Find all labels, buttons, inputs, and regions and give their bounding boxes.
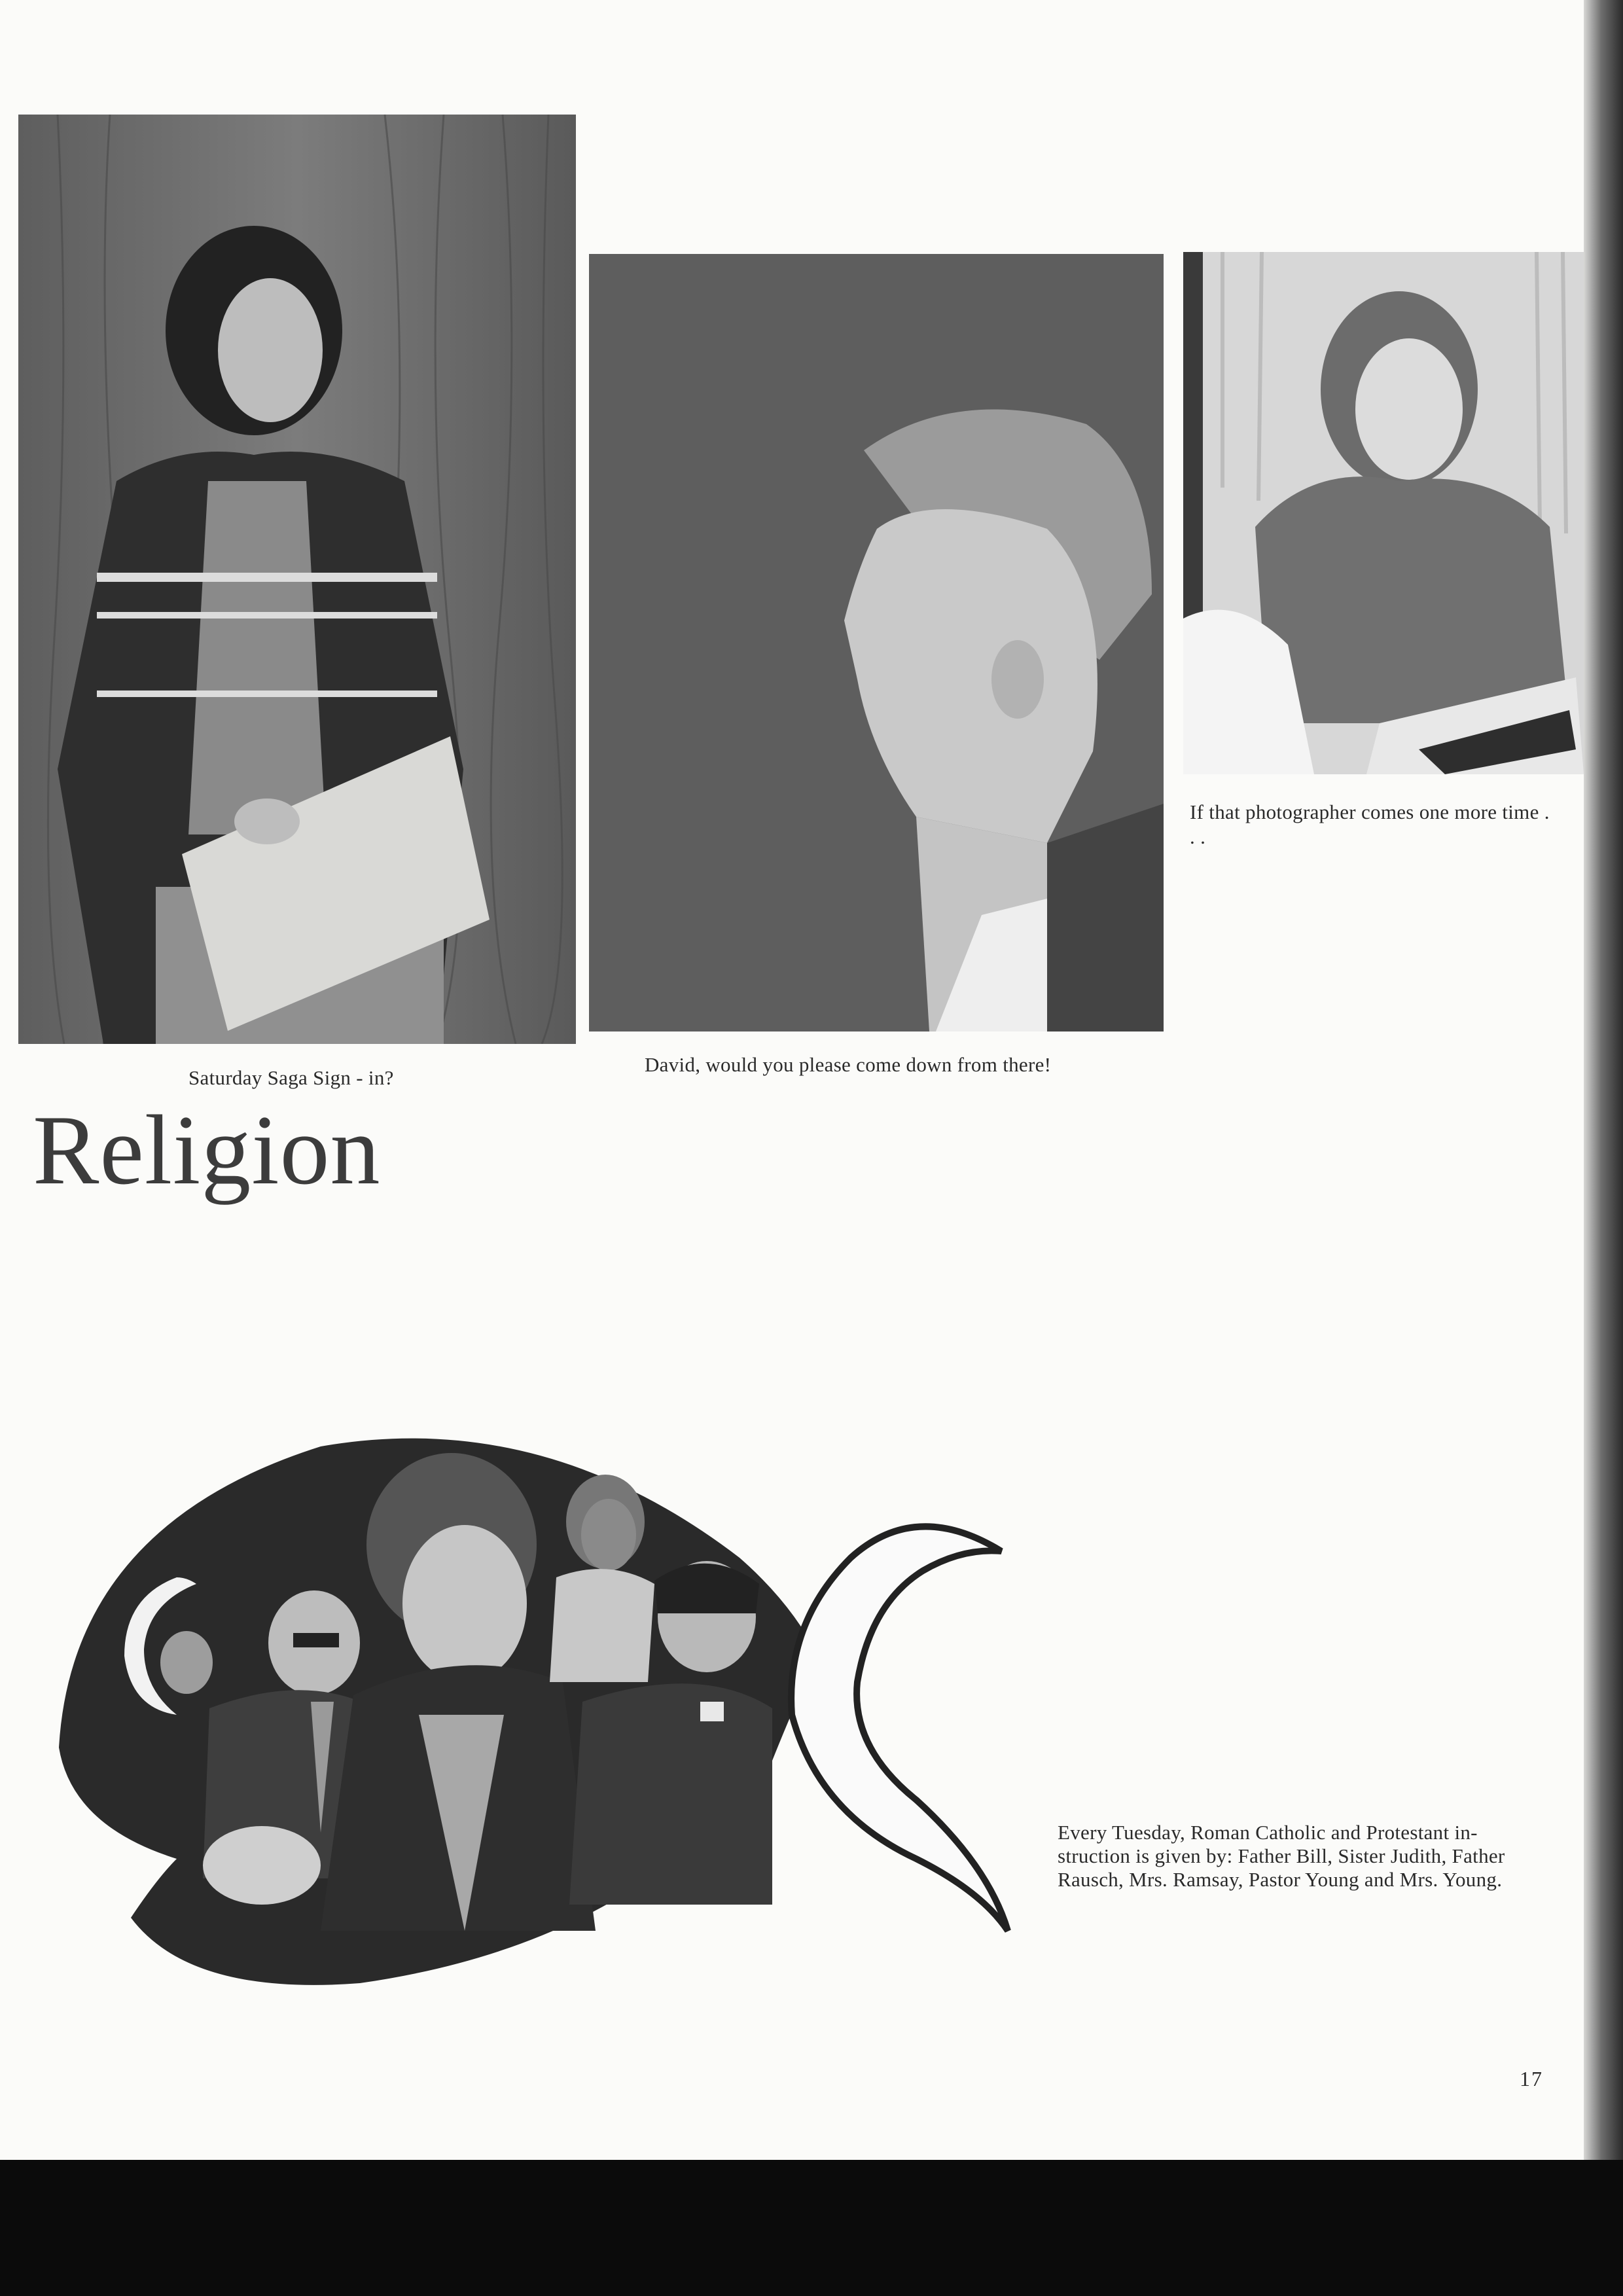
- photo-smiling-woman: [1183, 252, 1584, 774]
- page-binding-edge: [1584, 0, 1623, 2160]
- caption-left-photo: Saturday Saga Sign - in?: [188, 1066, 394, 1089]
- caption-fish-collage: Every Tuesday, Roman Catholic and Protestant in- struction is given by: Father Bill, Sister Judith, Father Rausch, Mrs. Ramsay, Pastor Young and Mrs. Young.: [1058, 1821, 1505, 1891]
- caption-center-photo: David, would you please come down from there!: [645, 1053, 1052, 1076]
- scan-bottom-band: [0, 2160, 1623, 2296]
- photo-man-looking-up: [589, 254, 1164, 1031]
- photo-woman-with-folder: [18, 115, 576, 1044]
- section-title: Religion: [33, 1095, 381, 1205]
- page-number: 17: [1520, 2067, 1543, 2090]
- fish-collage: [46, 1407, 1027, 1996]
- caption-right-photo: If that photographer comes one more time . . .: [1190, 800, 1550, 848]
